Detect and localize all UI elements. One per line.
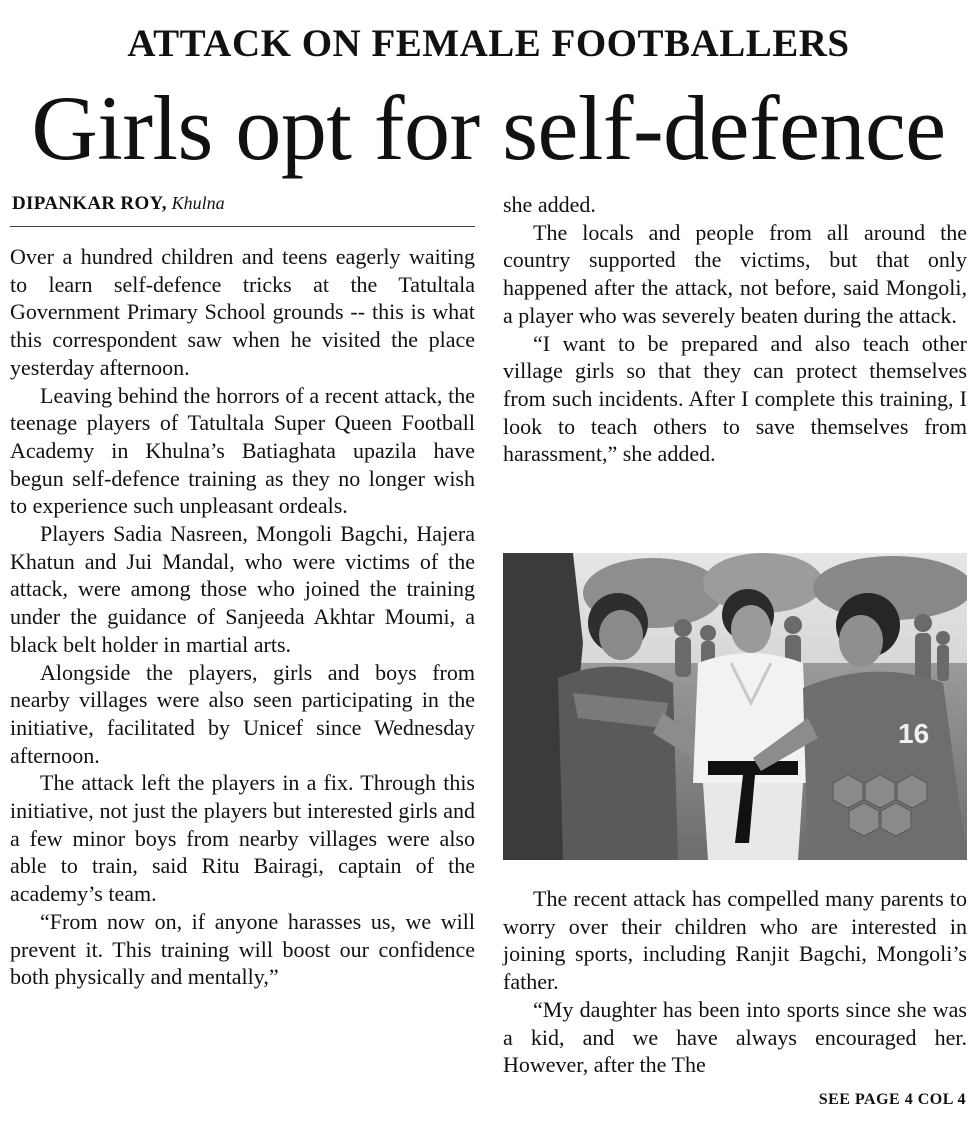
byline-rule (10, 226, 475, 227)
paragraph: Over a hundred children and teens eagerly waiting to learn self-defence tricks at the Tatultala Government Primary School grounds -- this is what this correspondent saw when he visited the place yesterday afternoon. (10, 244, 475, 380)
continuation-jump-line: SEE PAGE 4 COL 4 (818, 1091, 966, 1108)
paragraph: The recent attack has compelled many parents to worry over their children who are interested in joining sports, including Ranjit Bagchi, Mongoli’s father. (503, 886, 967, 995)
training-photo (503, 553, 967, 860)
kicker: ATTACK ON FEMALE FOOTBALLERS (127, 22, 850, 65)
column-1 (10, 243, 475, 991)
paragraph: “From now on, if anyone harasses us, we will prevent it. This training will boost our confidence both physically and mentally,” (10, 908, 475, 990)
column-2-bottom (503, 885, 967, 1079)
jersey-number: 16 (898, 718, 930, 749)
paragraph: Alongside the players, girls and boys from nearby villages were also seen participating in the initiative, facilitated by Unicef since Wednesday afternoon. (10, 659, 475, 768)
paragraph: Players Sadia Nasreen, Mongoli Bagchi, Hajera Khatun and Jui Mandal, who were victims of the attack, were among those who joined the training under the guidance of Sanjeeda Akhtar Moumi, a black belt holder in martial arts. (10, 521, 475, 657)
paragraph: Leaving behind the horrors of a recent attack, the teenage players of Tatultala Super Queen Football Academy in Khulna’s Batiaghata upazila have begun self-defence training as they no longer wish to experience such unpleasant ordeals. (10, 382, 475, 519)
paragraph: “My daughter has been into sports since she was a kid, and we have always encouraged her. However, after the The (503, 996, 967, 1078)
paragraph: she added. (503, 192, 596, 217)
photo-illustration (503, 553, 967, 860)
byline-author: DIPANKAR ROY, (12, 193, 167, 214)
column-2-top (503, 191, 967, 468)
headline: Girls opt for self-defence (31, 77, 946, 179)
byline (12, 190, 225, 217)
paragraph: The attack left the players in a fix. Through this initiative, not just the players but interested girls and a few minor boys from nearby villages were also able to train, said Ritu Bairagi, captain of the academy’s team. (10, 770, 475, 907)
paragraph: “I want to be prepared and also teach other village girls so that they can protect themselves from such incidents. After I complete this training, I look to teach others to save themselves from harassment,” she added. (503, 330, 967, 467)
byline-location: Khulna (171, 193, 225, 213)
paragraph: The locals and people from all around the country supported the victims, but that only happened after the attack, not before, said Mongoli, a player who was severely beaten during the attack. (503, 219, 967, 328)
